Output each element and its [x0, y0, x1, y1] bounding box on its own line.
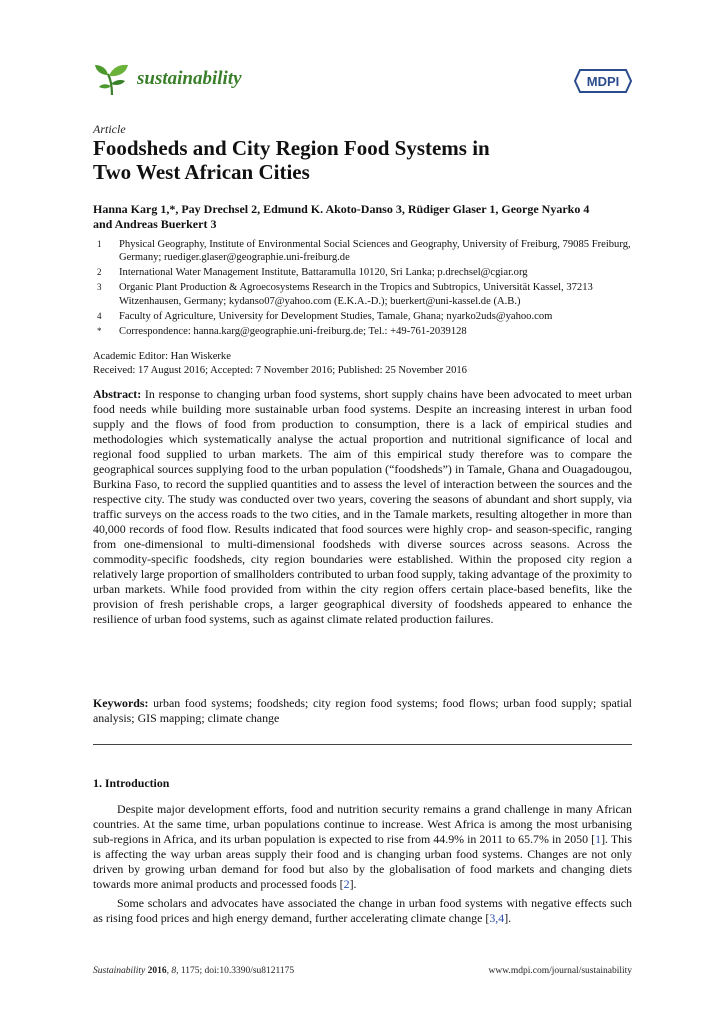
affiliations	[93, 238, 633, 340]
paragraph-text: Despite major development efforts, food and nutrition security remains a grand challenge in many African countries. At the same time, urban populations continue to increase. West Africa is among the most urbanising sub-regions in Africa, and its urban population is expected to rise from 44.9% in 2011 to 65.7% in 2050 [	[93, 802, 632, 846]
paragraph-text: ]. This is affecting the way urban areas supply their food and is changing urban food systems. Changes are not only driven by growing urban demand for food but also by the globalisation of food markets and changing diets towards more animal products and processed foods [	[93, 832, 632, 891]
affiliation-mark: 1	[97, 239, 102, 249]
citation-link[interactable]: 3,4	[489, 911, 505, 925]
title-line-1: Foodsheds and City Region Food Systems in	[93, 136, 490, 160]
citation-link[interactable]: 1	[595, 832, 602, 846]
affiliation-item	[93, 266, 633, 279]
journal-logo	[93, 62, 263, 96]
footer-volume: 8	[171, 966, 177, 976]
sprout-icon	[93, 62, 131, 96]
intro-paragraph-1	[93, 802, 632, 892]
mdpi-logo-icon	[574, 68, 632, 94]
author-list	[93, 202, 633, 232]
paper-title	[93, 136, 613, 184]
title-line-2: Two West African Cities	[93, 160, 310, 184]
publication-dates: Received: 17 August 2016; Accepted: 7 November 2016; Published: 25 November 2016	[93, 364, 467, 376]
affiliation-mark: 3	[97, 282, 102, 293]
abstract-text: In response to changing urban food systems, short supply chains have been advocated to meet urban food needs while building more sustainable urban food systems. Despite an increasing interest in urban food supply and the flows of food from production to consumption, there is a lack of empirical studies and methodologies which systematically analyse the actual proportion and nutritional significance of local and regional food supplied to urban markets. The aim of this empirical study therefore was to compare the geographical sources supplying food to the urban population (“foodsheds”) in Tamale, Ghana and Ouagadougou, Burkina Faso, to record the supplied quantities and to assess the level of interaction between the sources and the respective city. The study was conducted over two years, covering the seasons of abundant and short supply, via traffic surveys on the access roads to the two cities, and in the Tamale markets, resulting altogether in more than 40,000 records of food flow. Results indicated that food sources were highly crop- and season-specific, ranging from one-dimensional to multi-dimensional foodsheds with diverse sources across seasons. Across the commodity-specific foodsheds, city region boundaries were established. Within the proposed city region a relatively large proportion of smallholders contributed to urban food supply, taking advantage of the proximity to urban markets. While food provided from within the city region offers certain place-based benefits, like the provision of fresh perishable crops, a larger geographical diversity of foodsheds appeared to enhance the resilience of urban food systems, such as against climate related production failures.	[93, 387, 632, 626]
academic-editor: Academic Editor: Han Wiskerke	[93, 351, 231, 362]
affiliation-item	[93, 281, 633, 308]
divider	[93, 744, 632, 745]
article-type: Article	[93, 122, 126, 136]
footer-url[interactable]: www.mdpi.com/journal/sustainability	[488, 966, 632, 976]
publisher-logo-text: MDPI	[586, 74, 620, 89]
affiliation-item	[93, 310, 633, 323]
keywords-label: Keywords:	[93, 696, 149, 710]
affiliation-text: International Water Management Institute, Battaramulla 10120, Sri Lanka; p.drechsel@cgiar.org	[119, 267, 528, 279]
authors-line-1: Hanna Karg 1,*, Pay Drechsel 2, Edmund K. Akoto-Danso 3, Rüdiger Glaser 1, George Nyarko 4	[93, 202, 590, 216]
abstract	[93, 387, 632, 627]
affiliation-text: Organic Plant Production & Agroecosystems Research in the Tropics and Subtropics, Universität Kassel, 37213 Witzenhausen, Germany; kydanso07@yahoo.com (E.K.A.-D.); buerkert@uni-kassel.de (A.B.)	[119, 282, 593, 307]
footer-year: 2016	[147, 966, 167, 976]
footer-journal: Sustainability	[93, 966, 146, 976]
authors-line-2: and Andreas Buerkert 3	[93, 217, 217, 231]
affiliation-text: Physical Geography, Institute of Environmental Social Sciences and Geography, University of Freiburg, 79085 Freiburg, Germany; ruediger.glaser@geographie.uni-freiburg.de	[119, 239, 631, 264]
paragraph-text: ].	[349, 877, 357, 891]
affiliation-mark: 2	[97, 267, 102, 278]
journal-name: sustainability	[137, 68, 242, 89]
paragraph-text: ].	[504, 911, 512, 925]
affiliation-text: Faculty of Agriculture, University for Development Studies, Tamale, Ghana; nyarko2uds@yahoo.com	[119, 310, 553, 322]
affiliation-mark: *	[97, 325, 102, 336]
footer-doi: , 1175; doi:10.3390/su8121175	[176, 966, 295, 976]
citation-link[interactable]: 2	[343, 877, 350, 891]
footer-citation: Sustainability 2016, 8, 1175; doi:10.3390/su8121175	[93, 966, 295, 976]
keywords-text: urban food systems; foodsheds; city region food systems; food flows; urban food supply; spatial analysis; GIS mapping; climate change	[93, 696, 632, 725]
section-heading: 1. Introduction	[93, 776, 170, 790]
correspondence-text: Correspondence: hanna.karg@geographie.uni-freiburg.de; Tel.: +49-761-2039128	[119, 325, 467, 337]
affiliation-item	[93, 238, 633, 265]
keywords	[93, 696, 632, 726]
abstract-label: Abstract:	[93, 387, 142, 401]
correspondence-item	[93, 325, 633, 338]
publication-info	[93, 350, 633, 377]
paragraph-text: Some scholars and advocates have associated the change in urban food systems with negative effects such as rising food prices and high energy demand, further accelerating climate change [	[93, 896, 632, 925]
affiliation-mark: 4	[97, 310, 102, 321]
intro-paragraph-2	[93, 896, 632, 926]
